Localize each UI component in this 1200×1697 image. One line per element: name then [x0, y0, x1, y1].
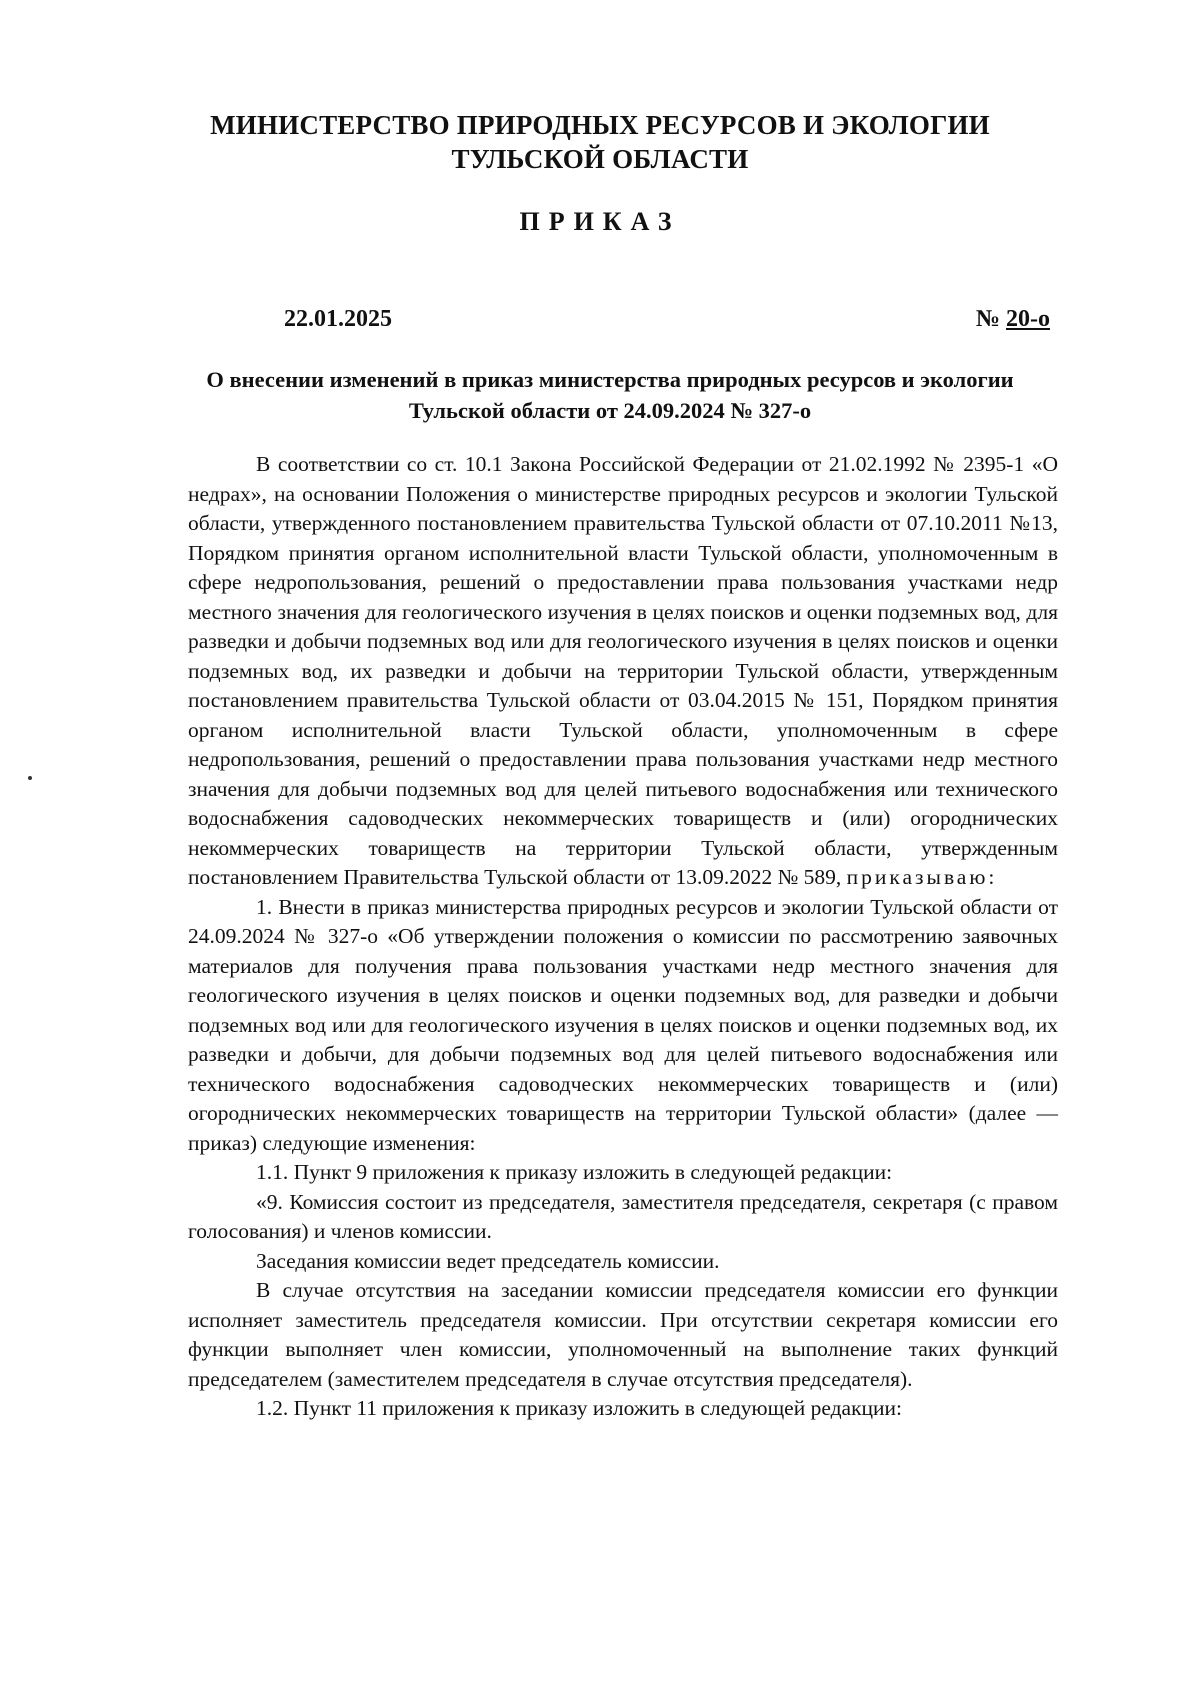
order-body: [188, 450, 1058, 1424]
order-title: ПРИКАЗ: [519, 207, 681, 236]
order-directive: приказываю:: [846, 865, 998, 889]
paragraph-item-1-2: 1.2. Пункт 11 приложения к приказу изложить в следующей редакции:: [256, 1396, 903, 1420]
preamble-text: В соответствии со ст. 10.1 Закона Российской Федерации от 21.02.1992 № 2395-1 «О недрах», на основании Положения о министерстве природных ресурсов и экологии Тульской области, утвержденного постановлением правительства Тульской области от 07.10.2011 №13, Порядком принятия органом исполнительной власти Тульской области, уполномоченным в сфере недропользования, решений о предоставлении права пользования участками недр местного значения для геологического изучения в целях поисков и оценки подземных вод, для разведки и добычи подземных вод или для геологического изучения в целях поисков и оценки подземных вод, их разведки и добычи на территории Тульской области, утвержденным постановлением правительства Тульской области от 03.04.2015 № 151, Порядком принятия органом исполнительной власти Тульской области, уполномоченным в сфере недропользования, решений о предоставлении права пользования участками недр местного значения для добычи подземных вод для целей питьевого водоснабжения или технического водоснабжения садоводческих некоммерческих товариществ и (или) огороднических некоммерческих товариществ на территории Тульской области, утвержденным постановлением Правительства Тульской области от 13.09.2022 № 589,: [188, 452, 1058, 889]
paragraph-clause-9: «9. Комиссия состоит из председателя, заместителя председателя, секретаря (с правом голосования) и членов комиссии.: [188, 1189, 1058, 1243]
ministry-heading-line-1: МИНИСТЕРСТВО ПРИРОДНЫХ РЕСУРСОВ И ЭКОЛОГИИ: [210, 110, 990, 140]
order-number: [976, 306, 1050, 333]
order-date: 22.01.2025: [284, 306, 392, 332]
order-subject: [170, 364, 1050, 426]
paragraph-meetings: Заседания комиссии ведет председатель комиссии.: [256, 1248, 720, 1273]
paragraph-absence: В случае отсутствия на заседании комиссии председателя комиссии его функции исполняет заместитель председателя комиссии. При отсутствии секретаря комиссии его функции выполняет член комиссии, уполномоченный на выполнение таких функций председателем (заместителем председателя в случае отсутствия председателя).: [188, 1278, 1058, 1391]
ministry-heading-line-2: ТУЛЬСКОЙ ОБЛАСТИ: [451, 144, 749, 174]
scan-speck: [28, 776, 32, 780]
order-number-prefix: №: [975, 306, 1000, 332]
order-subject-line-2: Тульской области от 24.09.2024 № 327-о: [408, 398, 812, 423]
paragraph-preamble: [188, 450, 1058, 893]
order-subject-line-1: О внесении изменений в приказ министерства природных ресурсов и экологии: [206, 367, 1014, 392]
paragraph-item-1: 1. Внести в приказ министерства природных ресурсов и экологии Тульской области от 24.09.2024 № 327-о «Об утверждении положения о комиссии по рассмотрению заявочных материалов для получения права пользования участками недр местного значения для геологического изучения в целях поисков и оценки подземных вод, для разведки и добычи подземных вод или для геологического изучения в целях поисков и оценки подземных вод, их разведки и добычи, для добычи подземных вод для целей питьевого водоснабжения или технического водоснабжения садоводческих некоммерческих товариществ и (или) огороднических некоммерческих товариществ на территории Тульской области» (далее — приказ) следующие изменения:: [188, 894, 1058, 1155]
ministry-heading: [0, 108, 1200, 176]
order-number-value: 20-о: [1006, 306, 1050, 332]
paragraph-item-1-1: 1.1. Пункт 9 приложения к приказу изложить в следующей редакции:: [256, 1160, 893, 1184]
